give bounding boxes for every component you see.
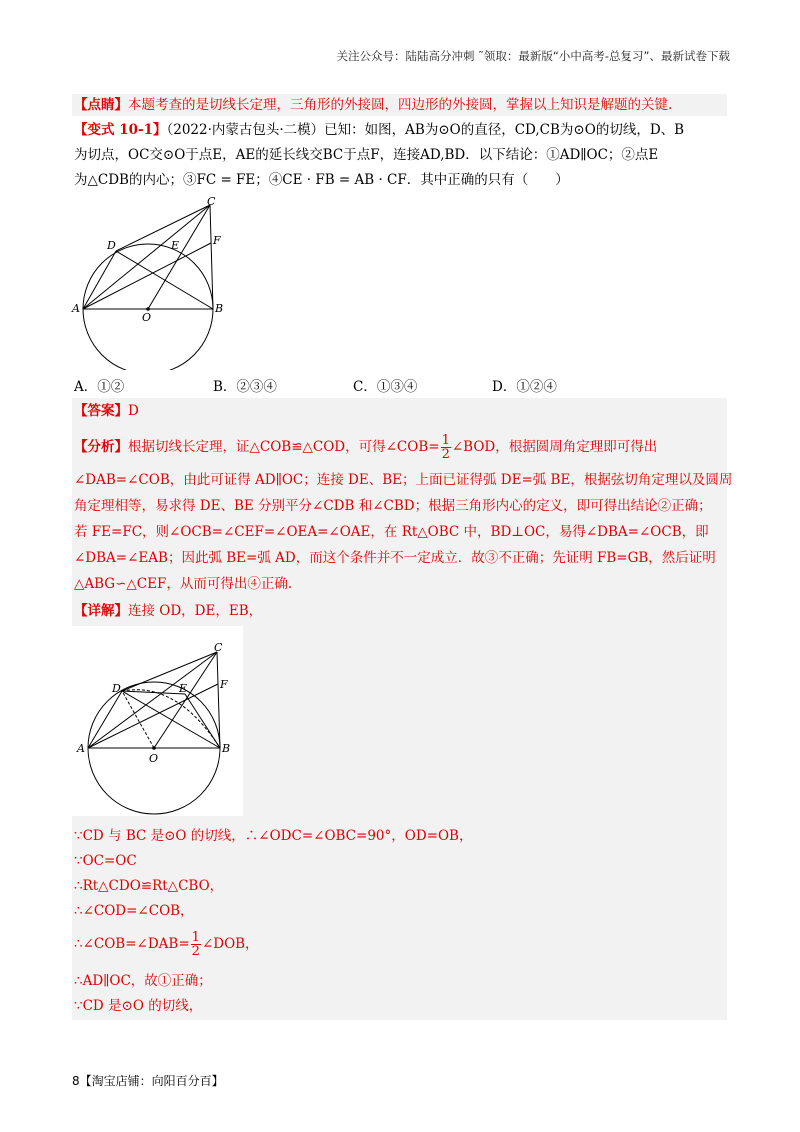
dianjing-tag: 【点睛】 [74,97,128,113]
label-b: B [215,302,224,315]
detail-step-1: ∵CD 与 BC 是⊙O 的切线，∴∠ODC=∠OBC=90°，OD=OB， [74,828,473,844]
label-o: O [142,311,152,324]
detail-label-c: C [214,641,223,654]
detail-point-o [152,746,156,750]
detail-frac-den: 2 [191,944,200,959]
detail-figure [72,626,243,816]
page-header: 关注公众号：陆陆高分冲刺 ˜领取：最新版“小中高考-总复习”、最新试卷下载 [336,49,730,63]
analysis-text-1b: ∠BOD，根据圆周角定理即可得出 [451,439,658,455]
analysis-fraction [441,434,451,461]
detail-step-5b: ∠DOB， [201,936,259,952]
analysis-line-5: ∠DBA=∠EAB；因此弧 BE=弧 AD，而这个条件并不一定成立．故③不正确；先证明 FB=GB，然后证明 [74,550,716,566]
detail-label-d: D [112,682,121,695]
detail-step-6: ∴AD∥OC，故①正确； [74,973,212,989]
analysis-line-1 [74,433,726,461]
question-figure [70,195,240,370]
detail-segment-oc [154,652,217,748]
answer-tag: 【答案】 [74,403,128,419]
figure-circle [83,244,213,370]
detail-intro: 连接 OD，DE，EB， [128,603,263,619]
detail-fraction [191,931,201,958]
detail-label-a: A [77,742,85,755]
detail-segment-dc [122,652,217,691]
page-footer: 8【淘宝店铺：向阳百分百】 [72,1074,224,1088]
detail-segment-ac [88,652,217,748]
detail-step-2: ∵OC=OC [74,853,137,869]
detail-step-7: ∵CD 是⊙O 的切线， [74,998,203,1014]
analysis-line-3: 角定理相等，易求得 DE、BE 分别平分∠CDB 和∠CBD；根据三角形内心的定义，即可得出结论②正确； [74,498,712,514]
detail-frac-num: 1 [191,930,200,945]
detail-segment-db [122,691,220,748]
dianjing-text: 本题考查的是切线长定理，三角形的外接圆，四边形的外接圆，掌握以上知识是解题的关键. [128,97,673,113]
answer-value: D [128,403,139,419]
question-text-3: 为△CDB的内心；③FC = FE；④CE · FB = AB · CF．其中正确的只有（ ） [74,172,569,188]
label-e: E [171,239,180,252]
detail-label-o: O [149,752,159,765]
detail-label-f: F [220,678,228,691]
label-c: C [207,195,216,208]
choice-a: A．①② [74,379,125,395]
question-line-1 [74,120,726,140]
detail-label-e: E [179,682,188,695]
label-a: A [72,302,80,315]
detail-step-4: ∴∠COD=∠COB， [74,903,194,919]
analysis-line-6: △ABG∽△CEF，从而可得出④正确. [74,576,293,592]
question-tag: 【变式 10-1】 [74,122,167,138]
answer-line [74,401,726,421]
label-d: D [107,239,116,252]
detail-tag: 【详解】 [74,603,128,619]
question-line-2 [74,145,726,165]
analysis-text-1a: 根据切线长定理，证△COB≌△COD，可得∠COB= [128,439,440,455]
choice-c: C．①③④ [353,379,418,395]
choice-b: B．②③④ [213,379,277,395]
dianjing-line [74,95,726,115]
detail-step-3: ∴Rt△CDO≌Rt△CBO， [74,878,224,894]
label-f: F [213,234,221,247]
question-line-3 [74,170,726,190]
choice-d: D．①②④ [492,379,557,395]
detail-step-5 [74,930,726,958]
analysis-frac-num: 1 [441,433,450,448]
analysis-line-4: 若 FE=FC，则∠OCB=∠CEF=∠OEA=∠OAE，在 Rt△OBC 中，BD⊥OC，易得∠DBA=∠OCB，即 [74,524,709,540]
detail-line [74,601,726,621]
detail-label-b: B [222,742,231,755]
question-text-2: 为切点，OC交⊙O于点E，AE的延长线交BC于点F，连接AD,BD．以下结论：①AD∥OC；②点E [74,147,659,163]
analysis-tag: 【分析】 [74,439,128,455]
analysis-line-2: ∠DAB=∠COB，由此可证得 AD∥OC；连接 DE、BE；上面已证得弧 DE=弧 BE，根据弦切角定理以及圆周 [74,472,733,488]
question-text-1: （2022·内蒙古包头·二模）已知：如图，AB为⊙O的直径，CD,CB为⊙O的切线，D、B [166,122,685,138]
detail-step-5a: ∴∠COB=∠DAB= [74,936,190,952]
segment-ac [83,205,210,309]
analysis-frac-den: 2 [441,447,450,462]
segment-db [116,251,213,309]
